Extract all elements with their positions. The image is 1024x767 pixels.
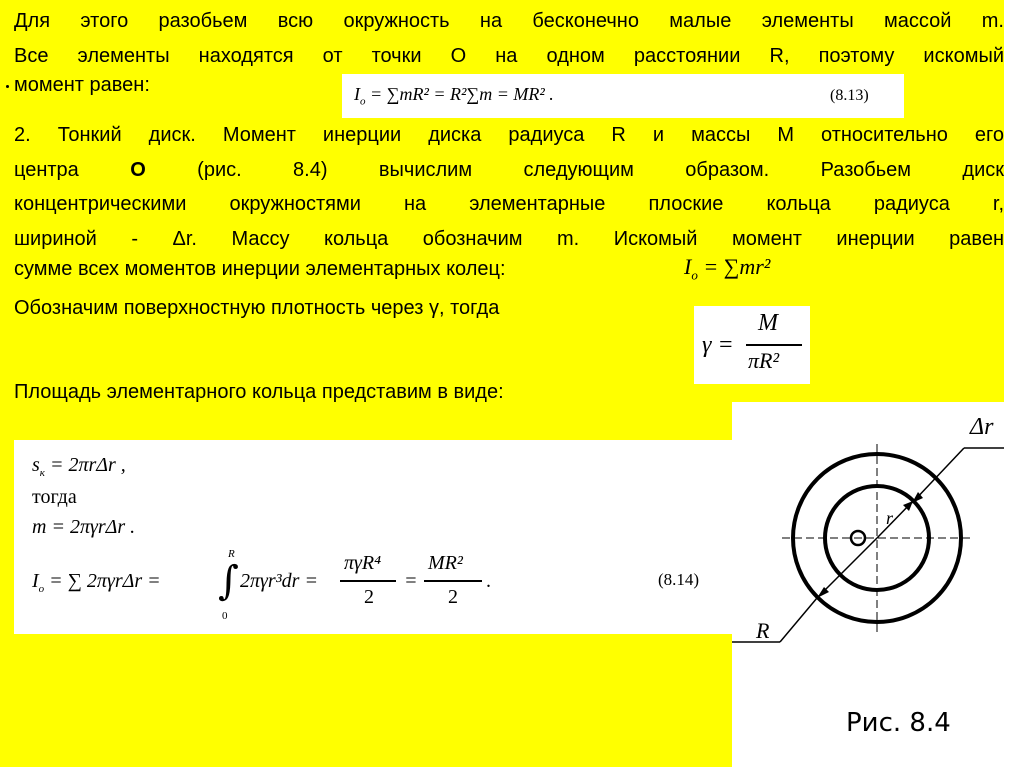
formula-814-sum: = ∑ 2πγrΔr = <box>44 570 161 592</box>
para2-line1: 2. Тонкий диск. Момент инерции диска радиуса R и массы M относительно его <box>14 124 1004 146</box>
integral-lower: 0 <box>222 610 228 622</box>
para2-line5: сумме всех моментов инерции элементарных колец: <box>14 258 506 280</box>
R-leader <box>780 598 817 642</box>
frac2-num: MR² <box>428 552 463 574</box>
frac1-den: 2 <box>364 586 374 608</box>
formula-gamma <box>694 306 810 384</box>
integral-upper: R <box>228 548 235 560</box>
para2-line2-a: центра <box>14 158 79 181</box>
para1-line2: Все элементы находятся от точки О на одном расстоянии R, поэтому искомый <box>14 44 1004 67</box>
formula-814-eq: = <box>404 570 418 592</box>
formula-814-lhs-sub: o <box>38 583 45 595</box>
formula-814-number: (8.14) <box>658 570 700 589</box>
formula-814-line3: m = 2πγrΔr . <box>32 516 136 538</box>
formula-814-integrand: 2πγr³dr = <box>240 570 318 592</box>
figure-caption: Рис. 8.4 <box>846 708 951 738</box>
paragraph-1 <box>14 4 1004 73</box>
formula-sum-sub: o <box>691 267 698 283</box>
label-R: R <box>756 618 770 643</box>
formula-gamma-den: πR² <box>748 348 780 373</box>
formula-814-s-rest: = 2πrΔr , <box>44 454 126 476</box>
para2-line4: шириной - Δr. Массу кольца обозначим m. Искомый момент инерции равен <box>14 227 1004 250</box>
formula-814-line1 <box>32 454 126 479</box>
formula-814-dot: . <box>486 570 491 592</box>
label-r: r <box>886 508 894 528</box>
para1-line1: Для этого разобьем всю окружность на бесконечно малые элементы массой m. <box>14 10 1004 32</box>
paragraph-4: Площадь элементарного кольца представим в виде: <box>14 381 504 403</box>
formula-sum-rhs: = ∑mr² <box>703 254 771 279</box>
formula-814-lhs: I <box>32 570 39 592</box>
center-o-label: O <box>130 158 146 181</box>
frac1-num: πγR⁴ <box>344 552 382 574</box>
formula-814-s-sub: к <box>39 467 45 479</box>
bullet-dot <box>6 85 9 88</box>
para2-line2-b: (рис. 8.4) вычислим следующим образом. Разобьем диск <box>197 158 1004 181</box>
formula-813-rhs: = ∑mR² = R²∑m = MR² . <box>370 84 554 104</box>
fraction-bar <box>746 344 802 346</box>
figure-8-4 <box>732 402 1004 767</box>
right-margin-strip <box>1004 0 1024 767</box>
formula-8-14 <box>14 440 758 634</box>
para2-line3: концентрическими окружностями на элементарные плоские кольца радиуса r, <box>14 193 1004 215</box>
label-delta-r: Δr <box>970 414 994 440</box>
formula-813-number: (8.13) <box>830 87 869 104</box>
formula-sum-mr2 <box>684 254 770 283</box>
formula-8-13 <box>342 74 904 118</box>
frac2-bar <box>424 580 482 582</box>
para1-line3: момент равен: <box>14 74 150 96</box>
frac1-bar <box>340 580 396 582</box>
formula-813-sub: o <box>360 95 366 108</box>
formula-sum-lhs: I <box>684 254 692 279</box>
para2-line2 <box>14 153 1004 188</box>
formula-gamma-lhs: γ = <box>702 332 734 358</box>
formula-814-line2: тогда <box>32 486 77 508</box>
formula-gamma-num: M <box>758 310 778 336</box>
integral-sign: ∫ <box>218 558 239 604</box>
formula-814-s: s <box>32 454 40 476</box>
formula-814-line4 <box>32 570 161 595</box>
paragraph-2 <box>14 118 1004 256</box>
label-O <box>842 526 843 527</box>
frac2-den: 2 <box>448 586 458 608</box>
paragraph-3: Обозначим поверхностную плотность через γ, тогда <box>14 297 500 319</box>
formula-813-lhs: I <box>354 84 360 104</box>
